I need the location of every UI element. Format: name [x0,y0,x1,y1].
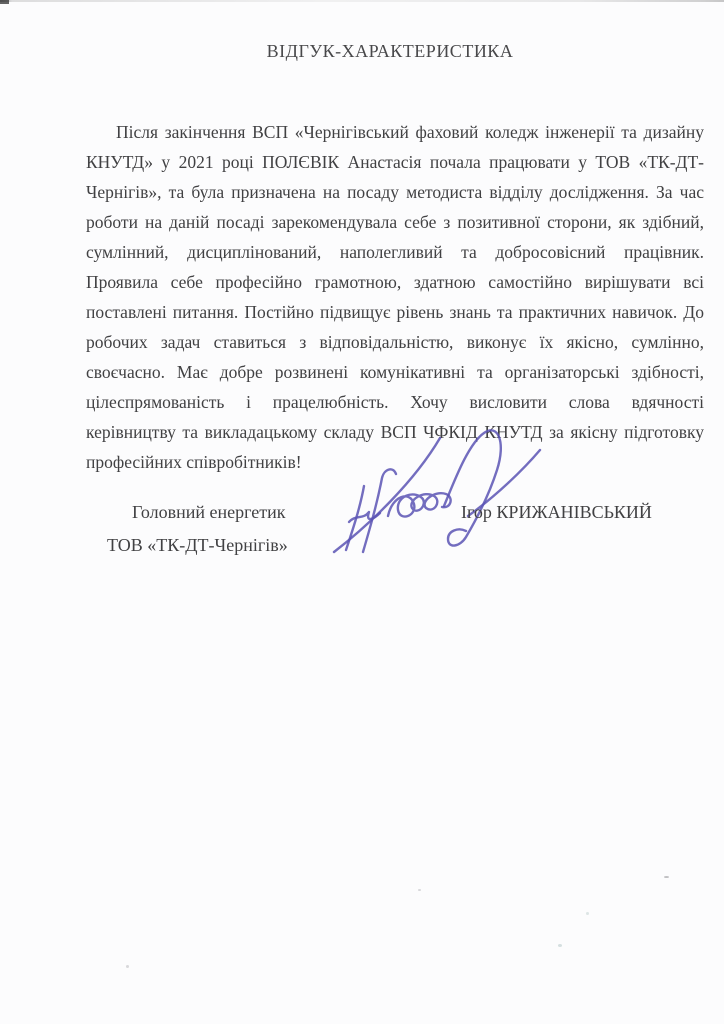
scan-speck [418,889,421,891]
paragraph-line: робочих задач ставиться з відповідальністю, виконує їх якісно, сумлінно, [86,332,704,352]
paragraph-line: роботи на даній посаді зарекомендувала себе з позитивної сторони, як здібний, [86,212,704,232]
handwritten-signature [318,424,550,562]
paragraph-line: Після закінчення ВСП «Чернігівський фаховий коледж інженерії та дизайну [116,122,704,142]
paragraph-line: КНУТД» у 2021 році ПОЛЄВІК Анастасія почала працювати у ТОВ «ТК-ДТ- [86,152,704,172]
signer-company: ТОВ «ТК-ДТ-Чернігів» [107,535,288,555]
paragraph-line: цілеспрямованість і працелюбність. Хочу висловити слова вдячності [86,392,704,412]
paragraph-line: поставлені питання. Постійно підвищує рівень знань та практичних навичок. До [86,302,704,322]
paragraph-line: професійних співробітників! [86,452,302,472]
scan-corner-mark [0,0,9,4]
paragraph-line: Чернігів», та була призначена на посаду методиста відділу дослідження. За час [86,182,704,202]
scan-speck [558,944,562,947]
paragraph-line: керівництву та викладацькому складу ВСП ЧФКІД КНУТД за якісну підготовку [86,422,704,442]
signer-position: Головний енергетик [132,502,286,522]
scan-speck [664,876,669,878]
document-title: ВІДГУК-ХАРАКТЕРИСТИКА [266,41,514,61]
scan-edge-artifact [0,0,724,2]
document-body [86,117,704,477]
paragraph-line: сумлінний, дисциплінований, наполегливий та добросовісний працівник. [86,242,704,262]
signer-name: Ігор КРИЖАНІВСЬКИЙ [461,502,652,522]
scan-speck [126,965,129,968]
paragraph-line: Проявила себе професійно грамотною, здатною самостійно вирішувати всі [86,272,704,292]
scan-speck [586,912,589,915]
paragraph-line: своєчасно. Має добре розвинені комунікативні та організаторські здібності, [86,362,704,382]
